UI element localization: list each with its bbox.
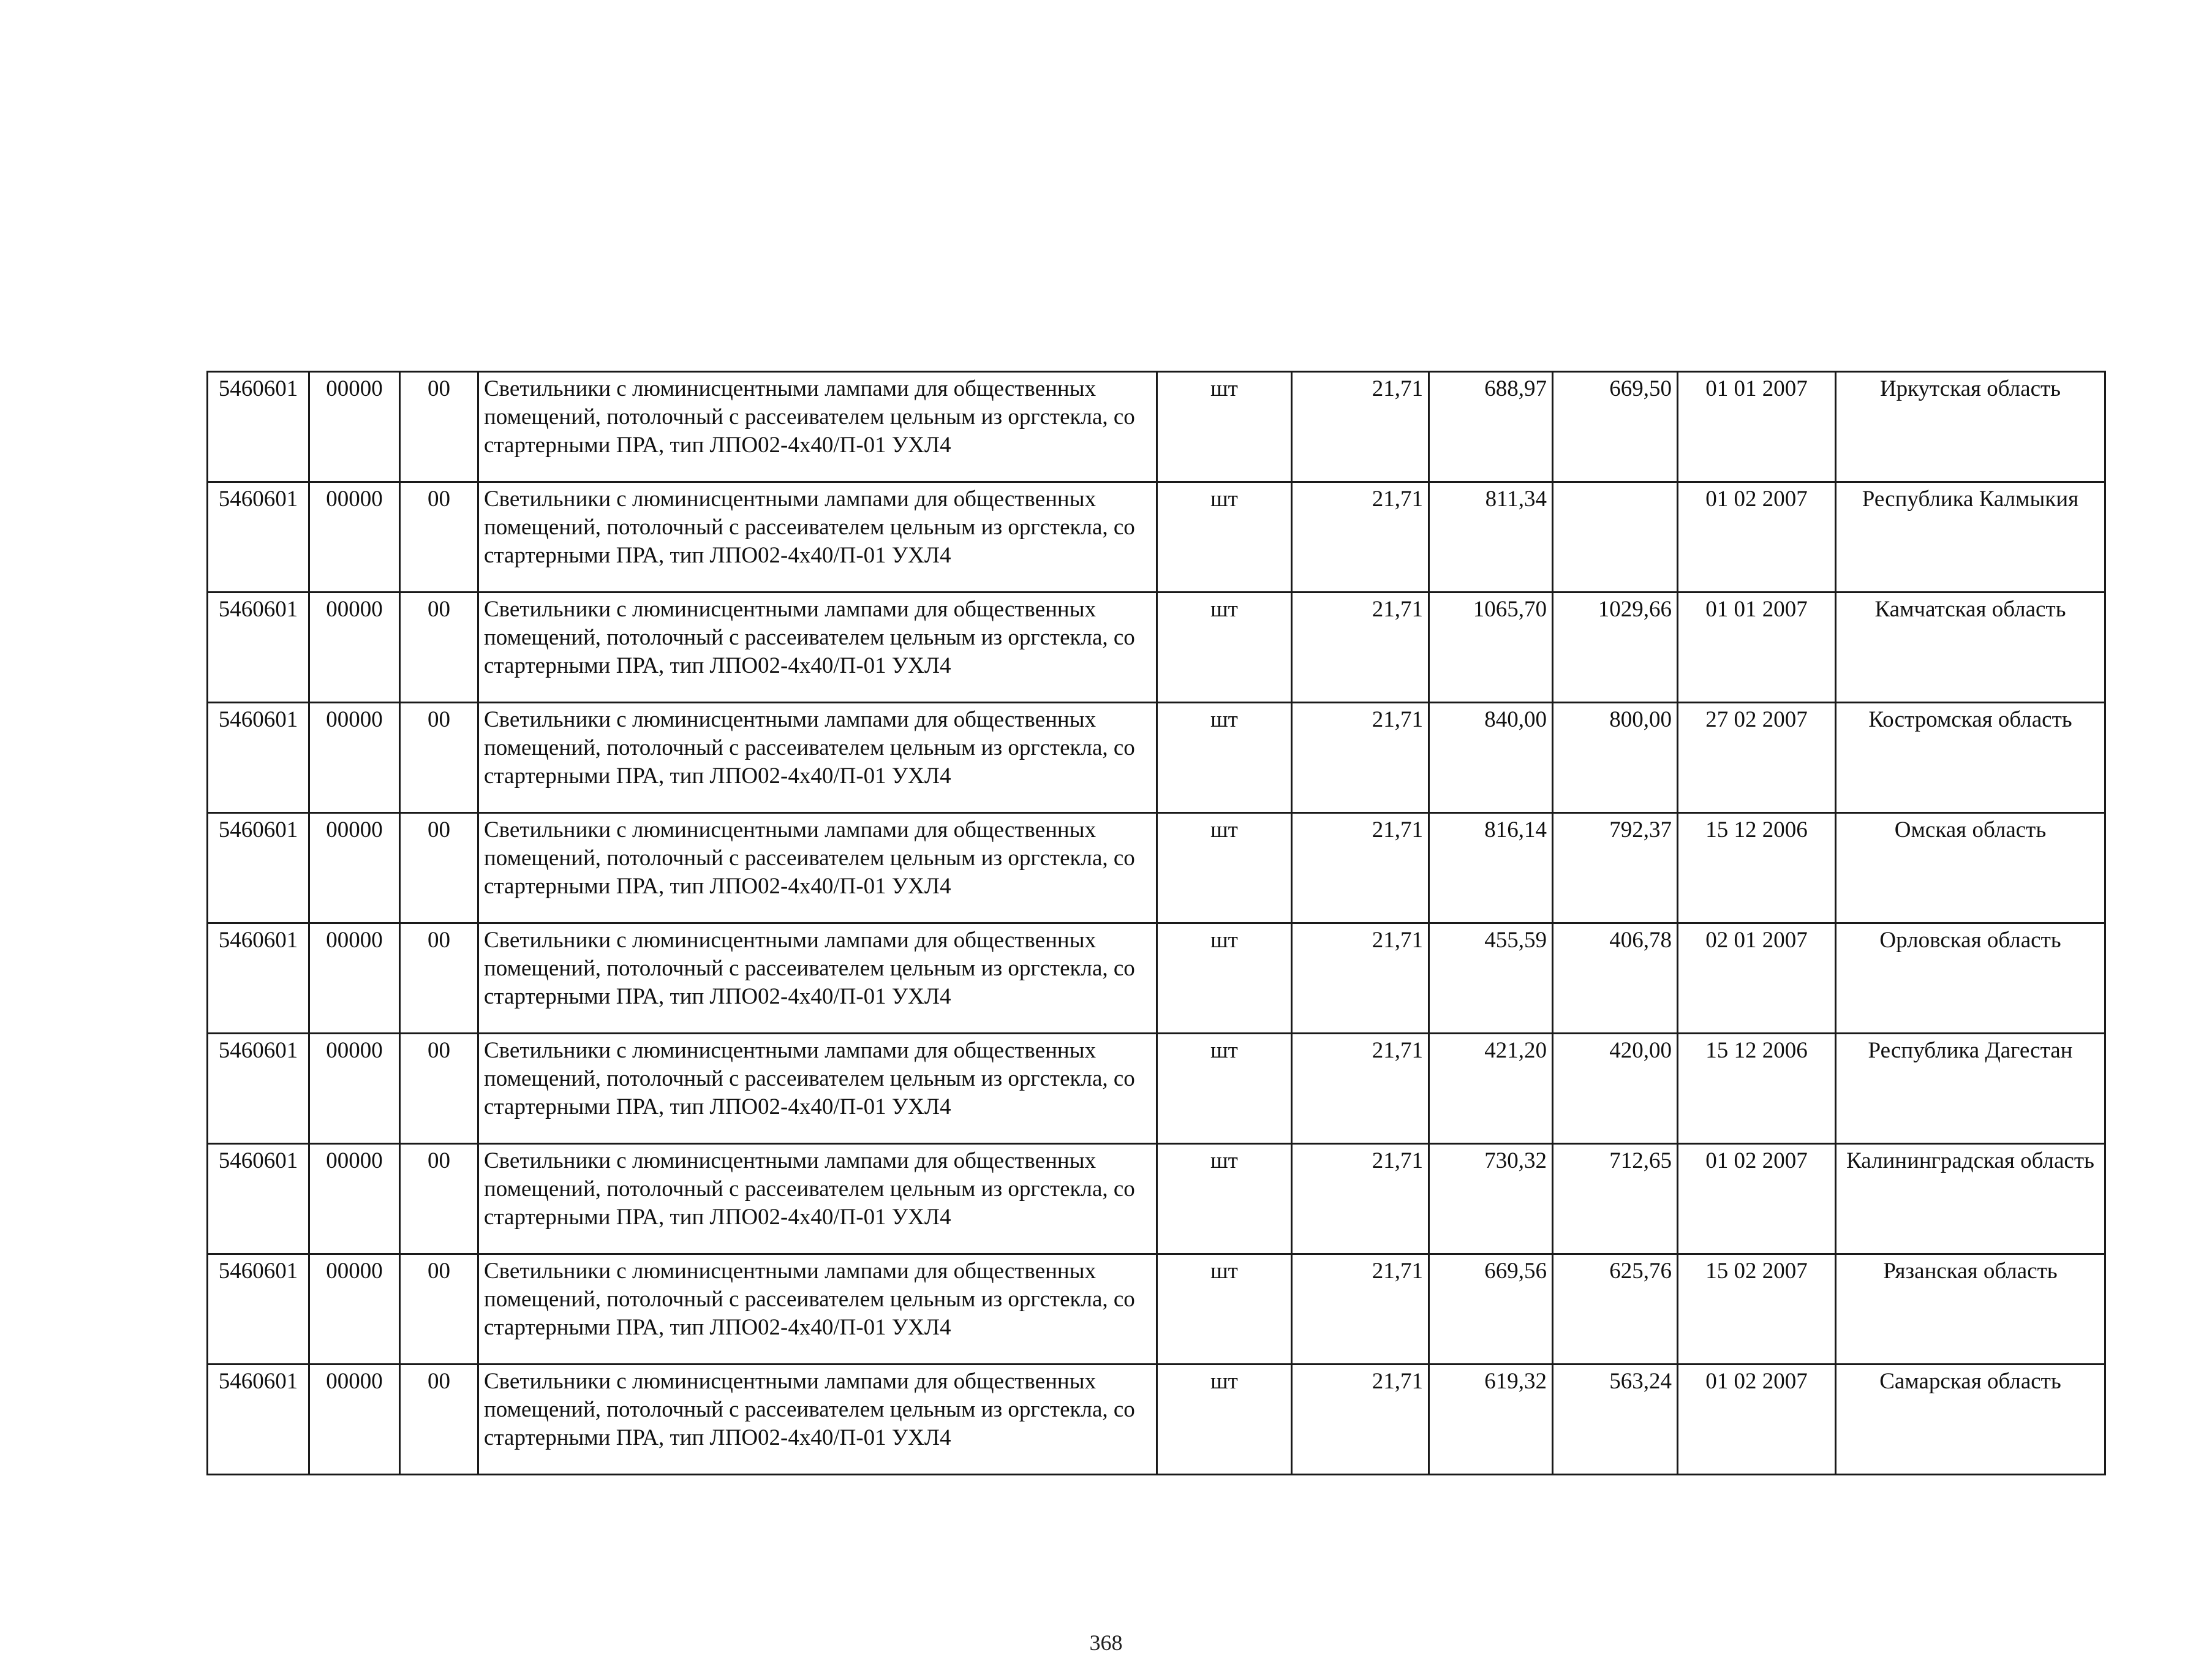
cell-unit: шт bbox=[1157, 1034, 1292, 1144]
cell-value: 21,71 bbox=[1292, 1034, 1429, 1144]
cell-price-2: 712,65 bbox=[1553, 1144, 1678, 1254]
table-row bbox=[208, 1365, 2105, 1475]
table-body bbox=[208, 372, 2105, 1475]
cell-description: Светильники с люминисцентными лампами для общественных помещений, потолочный с рассеивателем цельным из оргстекла, со стартерными ПРА, тип ЛПО02-4х40/П-01 УХЛ4 bbox=[478, 372, 1157, 482]
cell-date: 01 02 2007 bbox=[1678, 1365, 1836, 1475]
cell-date: 27 02 2007 bbox=[1678, 703, 1836, 813]
cell-price-1: 811,34 bbox=[1429, 482, 1553, 592]
cell-value: 21,71 bbox=[1292, 923, 1429, 1034]
cell-value: 21,71 bbox=[1292, 1254, 1429, 1365]
cell-suffix: 00 bbox=[400, 1365, 478, 1475]
cell-price-2: 1029,66 bbox=[1553, 592, 1678, 703]
cell-suffix: 00 bbox=[400, 592, 478, 703]
cell-region: Республика Калмыкия bbox=[1836, 482, 2105, 592]
cell-date: 01 02 2007 bbox=[1678, 482, 1836, 592]
cell-code: 5460601 bbox=[208, 1254, 309, 1365]
cell-price-2: 563,24 bbox=[1553, 1365, 1678, 1475]
cell-unit: шт bbox=[1157, 372, 1292, 482]
cell-subcode: 00000 bbox=[309, 1365, 400, 1475]
cell-suffix: 00 bbox=[400, 1144, 478, 1254]
cell-suffix: 00 bbox=[400, 372, 478, 482]
cell-description: Светильники с люминисцентными лампами для общественных помещений, потолочный с рассеивателем цельным из оргстекла, со стартерными ПРА, тип ЛПО02-4х40/П-01 УХЛ4 bbox=[478, 1144, 1157, 1254]
cell-price-1: 421,20 bbox=[1429, 1034, 1553, 1144]
table-row bbox=[208, 923, 2105, 1034]
cell-subcode: 00000 bbox=[309, 1254, 400, 1365]
cell-suffix: 00 bbox=[400, 1034, 478, 1144]
cell-value: 21,71 bbox=[1292, 372, 1429, 482]
cell-subcode: 00000 bbox=[309, 372, 400, 482]
cell-value: 21,71 bbox=[1292, 1144, 1429, 1254]
cell-code: 5460601 bbox=[208, 592, 309, 703]
cell-date: 01 02 2007 bbox=[1678, 1144, 1836, 1254]
cell-description: Светильники с люминисцентными лампами для общественных помещений, потолочный с рассеивателем цельным из оргстекла, со стартерными ПРА, тип ЛПО02-4х40/П-01 УХЛ4 bbox=[478, 923, 1157, 1034]
cell-code: 5460601 bbox=[208, 1034, 309, 1144]
cell-subcode: 00000 bbox=[309, 1144, 400, 1254]
cell-description: Светильники с люминисцентными лампами для общественных помещений, потолочный с рассеивателем цельным из оргстекла, со стартерными ПРА, тип ЛПО02-4х40/П-01 УХЛ4 bbox=[478, 1034, 1157, 1144]
cell-description: Светильники с люминисцентными лампами для общественных помещений, потолочный с рассеивателем цельным из оргстекла, со стартерными ПРА, тип ЛПО02-4х40/П-01 УХЛ4 bbox=[478, 1254, 1157, 1365]
cell-price-2: 420,00 bbox=[1553, 1034, 1678, 1144]
cell-price-1: 619,32 bbox=[1429, 1365, 1553, 1475]
table-row bbox=[208, 1034, 2105, 1144]
table-row bbox=[208, 592, 2105, 703]
page-number: 368 bbox=[1089, 1630, 1123, 1655]
cell-description: Светильники с люминисцентными лампами для общественных помещений, потолочный с рассеивателем цельным из оргстекла, со стартерными ПРА, тип ЛПО02-4х40/П-01 УХЛ4 bbox=[478, 703, 1157, 813]
cell-price-1: 730,32 bbox=[1429, 1144, 1553, 1254]
cell-region: Самарская область bbox=[1836, 1365, 2105, 1475]
cell-subcode: 00000 bbox=[309, 592, 400, 703]
cell-price-1: 688,97 bbox=[1429, 372, 1553, 482]
cell-description: Светильники с люминисцентными лампами для общественных помещений, потолочный с рассеивателем цельным из оргстекла, со стартерными ПРА, тип ЛПО02-4х40/П-01 УХЛ4 bbox=[478, 592, 1157, 703]
cell-region: Костромская область bbox=[1836, 703, 2105, 813]
cell-suffix: 00 bbox=[400, 703, 478, 813]
cell-description: Светильники с люминисцентными лампами для общественных помещений, потолочный с рассеивателем цельным из оргстекла, со стартерными ПРА, тип ЛПО02-4х40/П-01 УХЛ4 bbox=[478, 482, 1157, 592]
cell-date: 15 12 2006 bbox=[1678, 1034, 1836, 1144]
cell-date: 15 12 2006 bbox=[1678, 813, 1836, 923]
cell-code: 5460601 bbox=[208, 372, 309, 482]
cell-code: 5460601 bbox=[208, 1365, 309, 1475]
cell-price-2: 406,78 bbox=[1553, 923, 1678, 1034]
cell-subcode: 00000 bbox=[309, 1034, 400, 1144]
table-row bbox=[208, 1254, 2105, 1365]
cell-region: Республика Дагестан bbox=[1836, 1034, 2105, 1144]
cell-value: 21,71 bbox=[1292, 482, 1429, 592]
cell-price-1: 1065,70 bbox=[1429, 592, 1553, 703]
cell-unit: шт bbox=[1157, 1144, 1292, 1254]
cell-unit: шт bbox=[1157, 923, 1292, 1034]
cell-price-1: 669,56 bbox=[1429, 1254, 1553, 1365]
cell-date: 01 01 2007 bbox=[1678, 592, 1836, 703]
cell-suffix: 00 bbox=[400, 1254, 478, 1365]
cell-subcode: 00000 bbox=[309, 923, 400, 1034]
cell-region: Омская область bbox=[1836, 813, 2105, 923]
cell-price-1: 816,14 bbox=[1429, 813, 1553, 923]
cell-value: 21,71 bbox=[1292, 703, 1429, 813]
price-table bbox=[206, 371, 2106, 1475]
cell-region: Камчатская область bbox=[1836, 592, 2105, 703]
table-row bbox=[208, 1144, 2105, 1254]
cell-value: 21,71 bbox=[1292, 592, 1429, 703]
cell-description: Светильники с люминисцентными лампами для общественных помещений, потолочный с рассеивателем цельным из оргстекла, со стартерными ПРА, тип ЛПО02-4х40/П-01 УХЛ4 bbox=[478, 813, 1157, 923]
cell-subcode: 00000 bbox=[309, 813, 400, 923]
cell-suffix: 00 bbox=[400, 813, 478, 923]
cell-description: Светильники с люминисцентными лампами для общественных помещений, потолочный с рассеивателем цельным из оргстекла, со стартерными ПРА, тип ЛПО02-4х40/П-01 УХЛ4 bbox=[478, 1365, 1157, 1475]
cell-suffix: 00 bbox=[400, 482, 478, 592]
cell-value: 21,71 bbox=[1292, 1365, 1429, 1475]
cell-price-1: 455,59 bbox=[1429, 923, 1553, 1034]
cell-suffix: 00 bbox=[400, 923, 478, 1034]
cell-unit: шт bbox=[1157, 1365, 1292, 1475]
cell-region: Иркутская область bbox=[1836, 372, 2105, 482]
cell-subcode: 00000 bbox=[309, 482, 400, 592]
cell-price-2: 669,50 bbox=[1553, 372, 1678, 482]
cell-unit: шт bbox=[1157, 1254, 1292, 1365]
cell-price-2: 800,00 bbox=[1553, 703, 1678, 813]
cell-unit: шт bbox=[1157, 813, 1292, 923]
cell-price-2: 625,76 bbox=[1553, 1254, 1678, 1365]
cell-date: 01 01 2007 bbox=[1678, 372, 1836, 482]
cell-code: 5460601 bbox=[208, 1144, 309, 1254]
cell-code: 5460601 bbox=[208, 482, 309, 592]
cell-price-1: 840,00 bbox=[1429, 703, 1553, 813]
cell-code: 5460601 bbox=[208, 703, 309, 813]
cell-price-2: 792,37 bbox=[1553, 813, 1678, 923]
cell-date: 15 02 2007 bbox=[1678, 1254, 1836, 1365]
cell-unit: шт bbox=[1157, 703, 1292, 813]
table-row bbox=[208, 813, 2105, 923]
table-row bbox=[208, 703, 2105, 813]
cell-value: 21,71 bbox=[1292, 813, 1429, 923]
cell-code: 5460601 bbox=[208, 923, 309, 1034]
cell-unit: шт bbox=[1157, 592, 1292, 703]
cell-date: 02 01 2007 bbox=[1678, 923, 1836, 1034]
cell-unit: шт bbox=[1157, 482, 1292, 592]
cell-region: Калининградская область bbox=[1836, 1144, 2105, 1254]
cell-code: 5460601 bbox=[208, 813, 309, 923]
cell-price-2 bbox=[1553, 482, 1678, 592]
cell-subcode: 00000 bbox=[309, 703, 400, 813]
cell-region: Рязанская область bbox=[1836, 1254, 2105, 1365]
table-row bbox=[208, 372, 2105, 482]
cell-region: Орловская область bbox=[1836, 923, 2105, 1034]
table-row bbox=[208, 482, 2105, 592]
